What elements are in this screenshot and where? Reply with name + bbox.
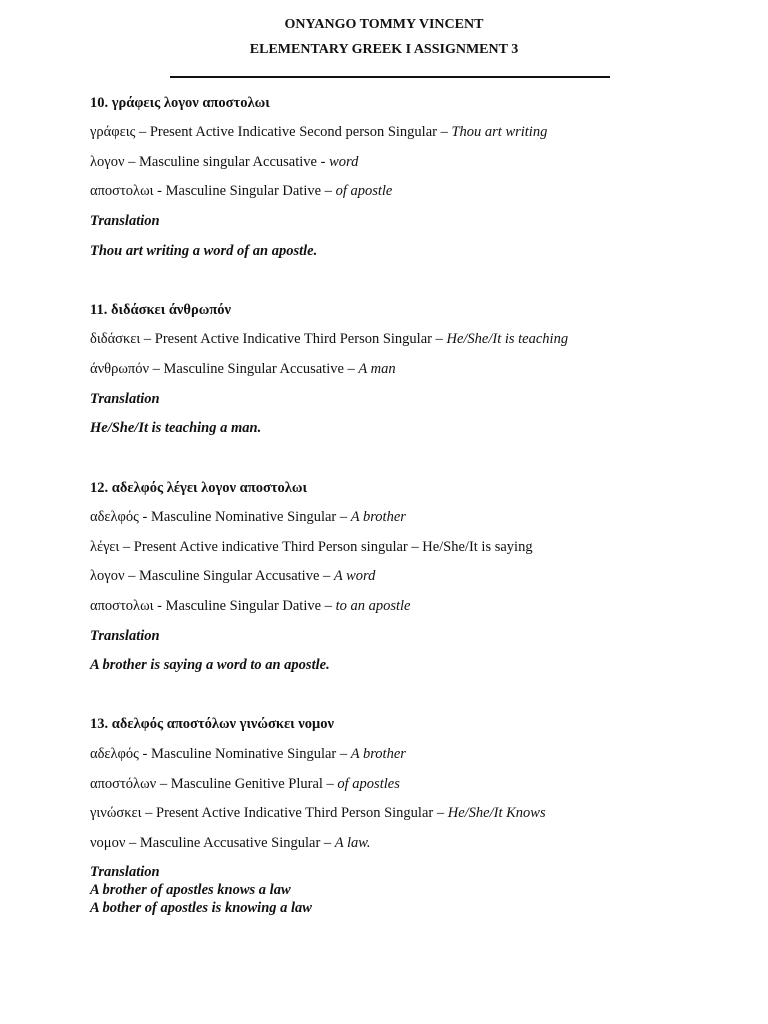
parse-gloss: word [329, 154, 359, 170]
parse-line [90, 182, 392, 200]
translation-text: A bother of apostles is knowing a law [90, 900, 312, 916]
parse-text: λογον – Masculine singular Accusative - [90, 154, 330, 170]
parse-gloss: of apostle [335, 183, 393, 199]
parse-line [90, 538, 533, 556]
title-rule [170, 76, 610, 78]
parse-gloss: A brother [350, 746, 406, 762]
parse-line [90, 508, 406, 526]
section-heading: 10. γράφεις λογον αποστολωι [90, 95, 270, 111]
parse-text: νομον – Masculine Accusative Singular – [90, 835, 335, 851]
parse-gloss: A brother [350, 509, 406, 525]
section-heading: 12. αδελφός λέγει λογον αποστολωι [90, 480, 307, 496]
parse-gloss: Thou art writing [451, 124, 548, 140]
parse-line [90, 804, 546, 822]
parse-text: λογον – Masculine Singular Accusative – [90, 568, 334, 584]
section-heading: 11. διδάσκει άνθρωπόν [90, 302, 232, 318]
parse-gloss: A word [333, 568, 376, 584]
section-heading: 13. αδελφός αποστόλων γινώσκει νομον [90, 716, 334, 732]
parse-line [90, 360, 396, 378]
translation-text: Thou art writing a word of an apostle. [90, 243, 318, 259]
assignment-title: ELEMENTARY GREEK I ASSIGNMENT 3 [249, 42, 519, 57]
parse-line [90, 567, 375, 585]
parse-line [90, 745, 406, 763]
author-name: ONYANGO TOMMY VINCENT [284, 17, 484, 32]
translation-text: A brother of apostles knows a law [90, 882, 291, 898]
parse-line [90, 123, 547, 141]
parse-gloss: He/She/It Knows [447, 805, 546, 821]
parse-line [90, 153, 358, 171]
parse-text: άνθρωπόν – Masculine Singular Accusative – [90, 361, 359, 377]
translation-label: Translation [90, 864, 160, 880]
parse-line [90, 834, 371, 852]
parse-line [90, 330, 568, 348]
parse-line [90, 597, 410, 615]
parse-text: διδάσκει – Present Active Indicative Third Person Singular – [90, 331, 447, 347]
parse-text: αδελφός - Masculine Nominative Singular – [90, 746, 351, 762]
parse-gloss: to an apostle [335, 598, 411, 614]
parse-text: αποστολωι - Masculine Singular Dative – [90, 598, 336, 614]
translation-label: Translation [90, 213, 160, 229]
parse-text: αποστολωι - Masculine Singular Dative – [90, 183, 336, 199]
translation-label: Translation [90, 628, 160, 644]
parse-text: λέγει – Present Active indicative Third Person singular – He/She/It is saying [90, 539, 533, 555]
translation-label: Translation [90, 391, 160, 407]
parse-gloss: A man [358, 361, 396, 377]
parse-gloss: of apostles [337, 776, 400, 792]
parse-text: γινώσκει – Present Active Indicative Third Person Singular – [90, 805, 448, 821]
translation-text: He/She/It is teaching a man. [90, 420, 262, 436]
parse-text: γράφεις – Present Active Indicative Second person Singular – [90, 124, 452, 140]
translation-text: A brother is saying a word to an apostle. [90, 657, 330, 673]
parse-line [90, 775, 400, 793]
parse-gloss: He/She/It is teaching [446, 331, 569, 347]
parse-text: αποστόλων – Masculine Genitive Plural – [90, 776, 338, 792]
parse-text: αδελφός - Masculine Nominative Singular – [90, 509, 351, 525]
parse-gloss: A law. [334, 835, 371, 851]
